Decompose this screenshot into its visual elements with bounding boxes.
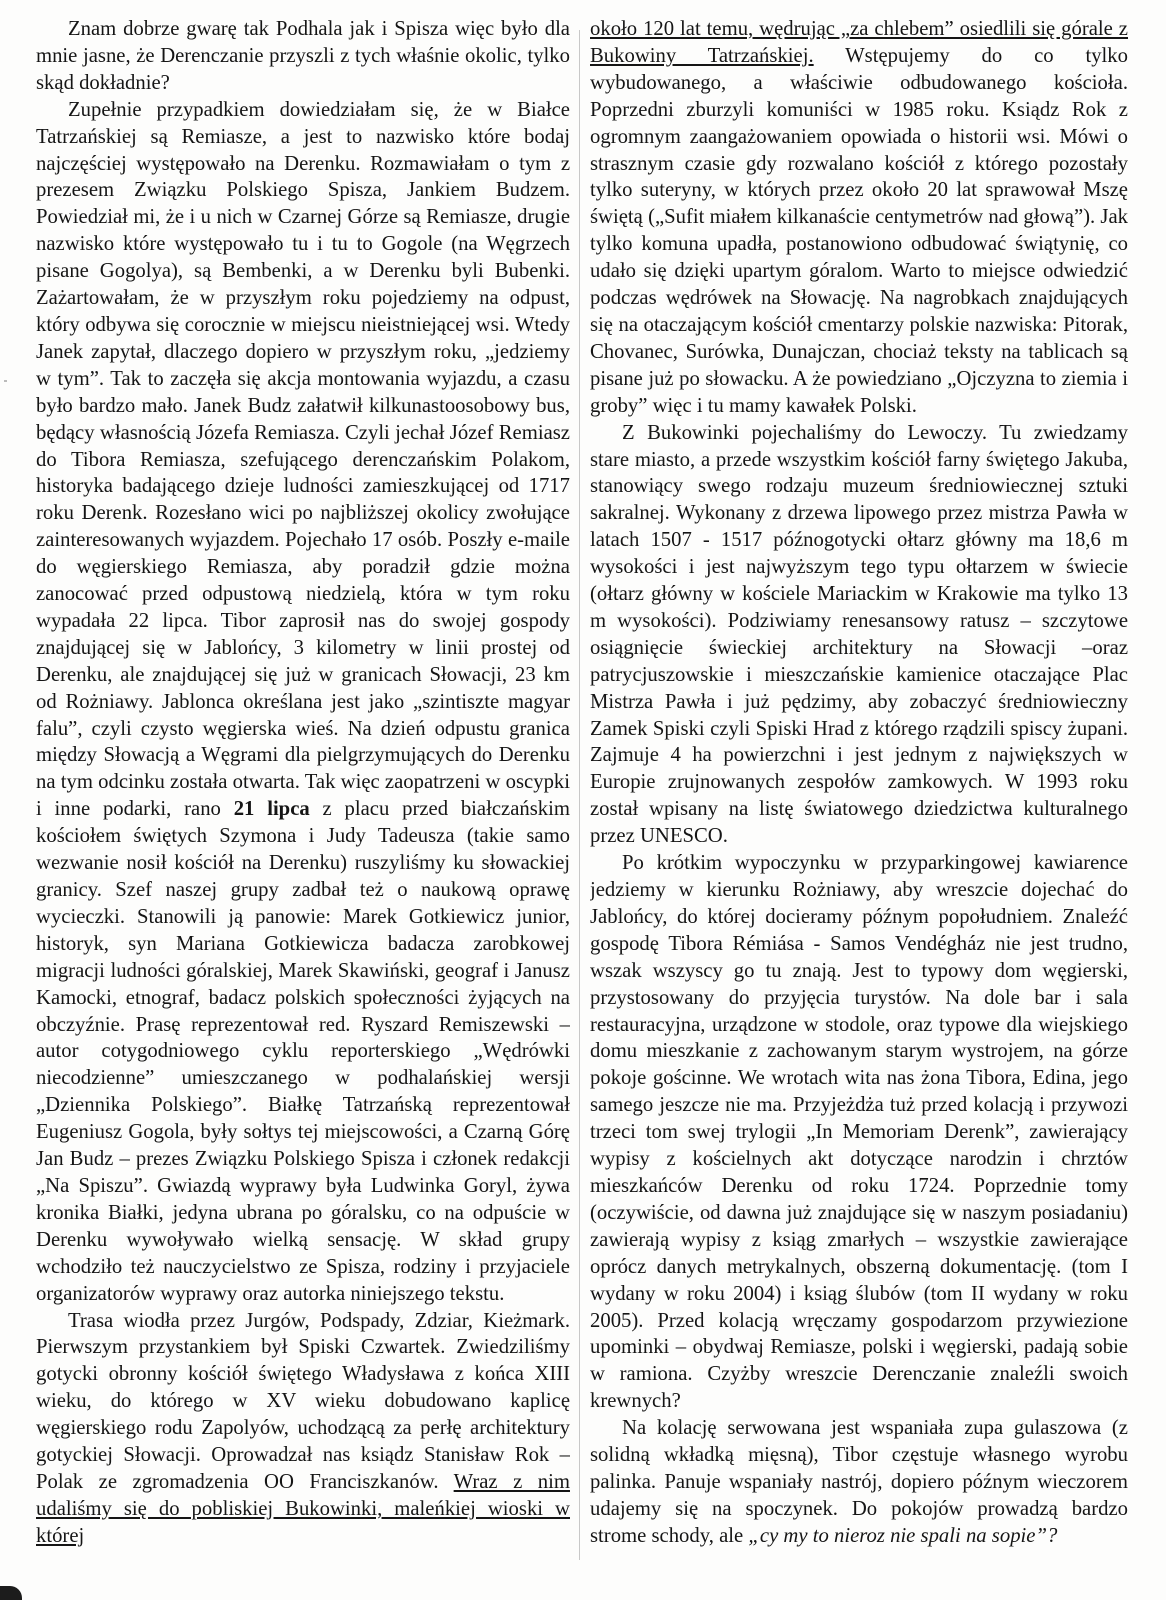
paragraph-text-segment: Wraz z nim udaliśmy się do pobliskiej Bukowinki, maleńkiej wioski w której	[36, 1470, 570, 1547]
paragraph-text-segment: Po krótkim wypoczynku w przyparkingowej kawiarence jedziemy w kierunku Rożniawy, aby wreszcie dojechać do Jablońcy, do której docieramy późnym popołudniem. Znaleźć gospodę Tibora Rémiása - Samos Vendégház nie jest trudno, wszak wszyscy go tu znają. Jest to typowy dom węgierski, przystosowany do przyjęcia turystów. Na dole bar i sala restauracyjna, urządzone w stodole, oraz typowe dla wiejskiego domu mieszkanie z zachowanym starym wystrojem, na górze pokoje gościnne. We wrotach wita nas żona Tibora, Edina, jego samego jeszcze nie ma. Przyjeżdża tuż przed kolacją i przywozi trzeci tom swej trylogii „In Memoriam Derenk”, zawierający wypisy z kościelnych akt dotyczące narodzin i chrztów mieszkańców Derenku od roku 1724. Poprzednie tomy (oczywiście, od dawna już znajdujące się w naszym posiadaniu) zawierają wypisy z ksiąg zmarłych – wszystkie zawierające oprócz danych metrykalnych, obszerną dokumentację. (tom I wydany w roku 2004) i ksiąg ślubów (tom II wydany w roku 2005). Przed kolacją wręczamy gospodarzom przywiezione upominki – obydwaj Remiasze, polski i węgierski, padają sobie w ramiona. Czyżby wreszcie Derenczanie znaleźli swoich krewnych?	[590, 852, 1128, 1413]
column-divider	[579, 30, 580, 1560]
paragraph-text-segment: Znam dobrze gwarę tak Podhala jak i Spisza więc było dla mnie jasne, że Derenczanie przyszli z tych właśnie okolic, tylko skąd dokładnie?	[36, 18, 570, 94]
paragraph-text-segment: 21 lipca	[233, 798, 310, 821]
paragraph-p1	[36, 16, 570, 97]
paragraph-text-segment: Wstępujemy do co tylko wybudowanego, a właściwie odbudowanego kościoła. Poprzedni zburzyli komuniści w 1985 roku. Ksiądz Rok z ogromnym zaangażowaniem opowiada o historii wsi. Mówi o strasznym czasie gdy rozwalano kościół z którego pozostały tylko suteryny, w których przez około 20 lat sprawował Mszę świętą („Sufit miałem kilkanaście centymetrów nad głową”). Jak tylko komuna upadła, postanowiono odbudować świątynię, co udało się dzięki upartym góralom. Warto to miejsce odwiedzić podczas wędrówek na Słowację. Na nagrobkach znajdujących się na otaczającym kościół cmentarzy polskie nazwiska: Pitorak, Chovanec, Surówka, Dunajczan, chociaż teksty na tablicach są pisane już po słowacku. A że powiedziano „Ojczyzna to ziemia i groby” więc i tu mamy kawałek Polski.	[590, 44, 1128, 417]
paragraph-text-segment: z placu przed białczańskim kościołem świętych Szymona i Judy Tadeusza (takie samo wezwanie nosił kościół na Derenku) ruszyliśmy ku słowackiej granicy. Szef naszej grupy zadbał też o naukową oprawę wycieczki. Stanowili ją panowie: Marek Gotkiewicz junior, historyk, syn Mariana Gotkiewicza badacza zarobkowej migracji ludności góralskiej, Marek Skawiński, geograf i Janusz Kamocki, etnograf, badacz polskich społeczności żyjących na obczyźnie. Prasę reprezentował red. Ryszard Remiszewski – autor cotygodniowego cyklu reporterskiego „Wędrówki niecodzienne” umieszczanego w podhalańskiej wersji „Dziennika Polskiego”. Białkę Tatrzańską reprezentował Eugeniusz Gogola, były sołtys tej miejscowości, a Czarną Górę Jan Budz – prezes Związku Polskiego Spisza i członek redakcji „Na Spiszu”. Gwiazdą wyprawy była Ludwinka Goryl, żywa kronika Białki, jedyna ubrana po góralsku, co na odpuście w Derenku wywoływało wielką sensację. W skład grupy wchodziło też nauczycielstwo ze Spisza, rodziny i przyjaciele organizatorów wyprawy oraz autorka niniejszego tekstu.	[36, 798, 570, 1305]
paragraph-text-segment: Zupełnie przypadkiem dowiedziałam się, że w Białce Tatrzańskiej są Remiasze, a jest to nazwisko które bodaj najczęściej występowało na Derenku. Rozmawiałam o tym z prezesem Związku Polskiego Spisza, Jankiem Budzem. Powiedział mi, że i u nich w Czarnej Górze są Remiasze, drugie nazwisko które występowało tu i tu to Gogole (na Węgrzech pisane Gogolya), są Bembenki, a w Derenku byli Bubenki. Zażartowałam, że w przyszłym roku pojedziemy na odpust, który odbywa się corocznie w miejscu nieistniejącej wsi. Wtedy Janek zapytał, dlaczego dopiero w przyszłym roku, „jedziemy w tym”. Tak to zaczęła się akcja montowania wyjazdu, a czasu było bardzo mało. Janek Budz załatwił kilkunastoosobowy bus, będący własnością Józefa Remiasza. Czyli jechał Józef Remiasz do Tibora Remiasza, szefującego derenczańskim Polakom, historyka badającego dzieje ludności zamieszkującej od 1717 roku Derenk. Rozesłano wici po najbliższej okolicy zwołujące zainteresowanych wyjazdem. Pojechało 17 osób. Poszły e-maile do węgierskiego Remiasza, aby poradził gdzie można zanocować przed odpustową niedzielą, która w tym roku wypadała 22 lipca. Tibor zaprosił nas do swojej gospody znajdującej się w Jablońcy, 3 kilometry w linii prostej od Derenku, ale znajdującej się już w granicach Słowacji, 23 km od Rożniawy. Jablonca określana jest jako „szintiszte magyar falu”, czyli czysto węgierska wieś. Na dzień odpustu granica między Słowacją a Węgrami dla pielgrzymujących do Derenku na tym odcinku została otwarta. Tak więc zaopatrzeni w oscypki i inne podarki, rano	[36, 98, 570, 821]
paragraph-p3	[36, 1308, 570, 1550]
text-column-right	[590, 16, 1128, 1586]
paragraph-text-segment: Trasa wiodła przez Jurgów, Podspady, Zdziar, Kieżmark. Pierwszym przystankiem był Spiski Czwartek. Zwiedziliśmy gotycki obronny kościół świętego Władysława z końca XIII wieku, do którego w XV wieku dobudowano kaplicę węgierskiego rodu Zapolyów, uchodzącą za perłę architektury gotyckiej Słowacji. Oprowadzał nas ksiądz Stanisław Rok – Polak ze zgromadzenia OO Franciszkanów.	[36, 1309, 570, 1493]
paragraph-p5	[590, 420, 1128, 851]
paragraph-text-segment: około 120 lat temu, wędrując „za chlebem” osiedlili się górale z Bukowiny Tatrzańskiej.	[590, 18, 1128, 67]
paragraph-p7	[590, 1415, 1128, 1550]
text-column-left	[36, 16, 570, 1586]
paragraph-text-segment: Na kolację serwowana jest wspaniała zupa gulaszowa (z solidną wkładką mięsną), Tibor częstuje własnego wyrobu palinka. Panuje wspaniały nastrój, dopiero późnym wieczorem udajemy się na spoczynek. Do pokojów prowadzą bardzo strome schody, ale	[590, 1417, 1128, 1547]
paragraph-p2	[36, 97, 570, 1308]
paragraph-text-segment: Z Bukowinki pojechaliśmy do Lewoczy. Tu zwiedzamy stare miasto, a przede wszystkim kościół farny świętego Jakuba, stanowiący swego rodzaju muzeum średniowiecznej sztuki sakralnej. Wykonany z drzewa lipowego przez mistrza Pawła w latach 1507 - 1517 późnogotycki ołtarz główny ma 18,6 m wysokości i jest najwyższym tego typu ołtarzem w świecie (ołtarz główny w kościele Mariackim w Krakowie ma tylko 13 m wysokości). Podziwiamy renesansowy ratusz – szczytowe osiągnięcie świeckiej architektury na Słowacji –oraz patrycjuszowskie i mieszczańskie kamienice otaczające Plac Mistrza Pawła i już pędzimy, aby zobaczyć średniowieczny Zamek Spiski czyli Spiski Hrad z którego rządzili spiscy żupani. Zajmuje 4 ha powierzchni i jest jednym z największych w Europie zrujnowanych zespołów zamkowych. W 1993 roku został wpisany na listę światowego dziedzictwa kulturalnego przez UNESCO.	[590, 421, 1128, 848]
paragraph-p6	[590, 850, 1128, 1415]
scan-mark	[4, 380, 7, 382]
page-corner-mark	[0, 1586, 22, 1600]
paragraph-p4	[590, 16, 1128, 420]
paragraph-text-segment: „cy my to nieroz nie spali na sopie”?	[748, 1524, 1058, 1547]
